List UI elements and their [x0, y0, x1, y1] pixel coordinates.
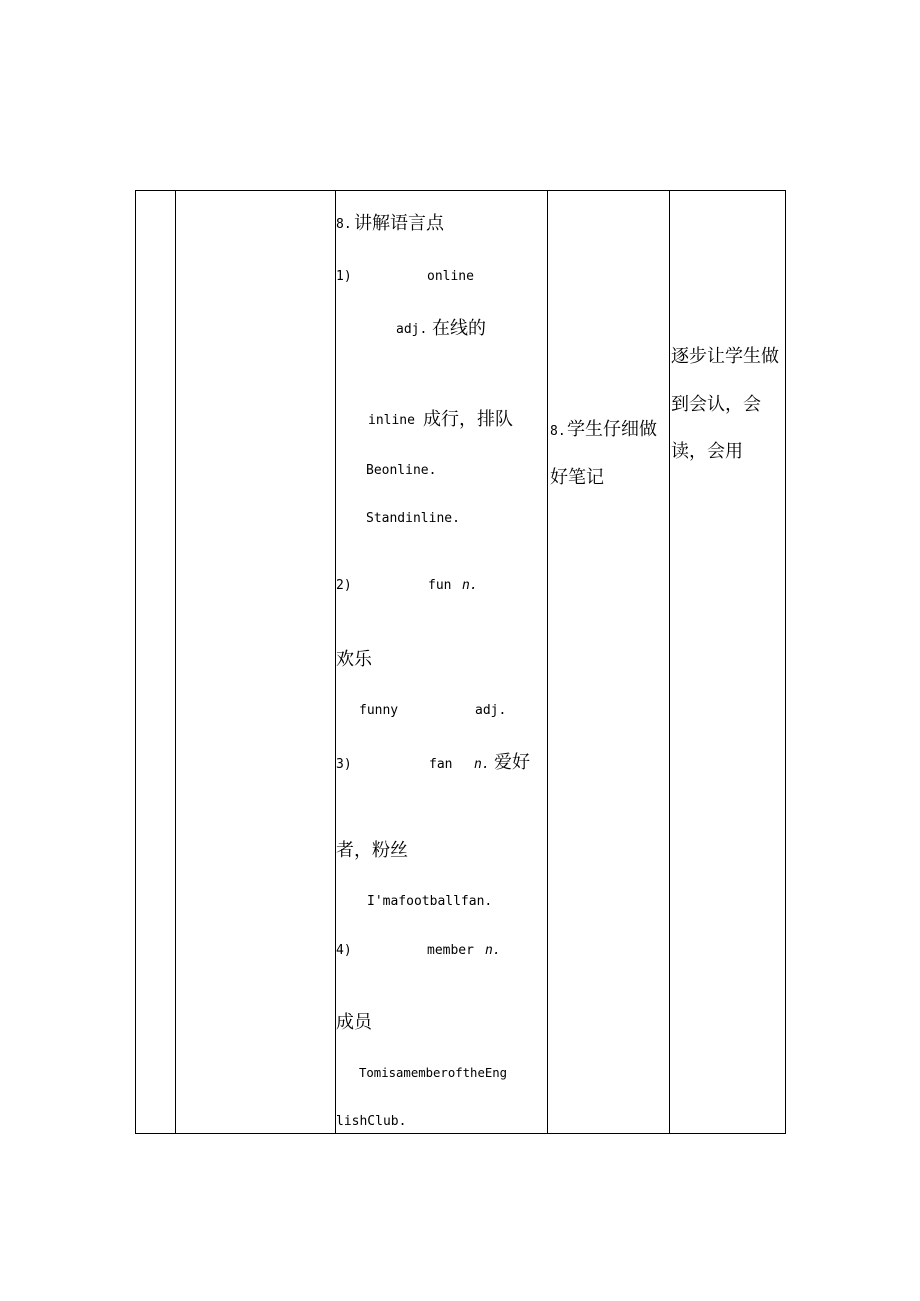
- point-3-number: 3): [336, 757, 352, 772]
- student-activity-number: 8.: [550, 424, 566, 439]
- point-3-example: I'mafootballfan.: [367, 894, 493, 909]
- design-intent-line-1: 逐步让学生做: [671, 346, 779, 367]
- point-4-meaning: 成员: [336, 1012, 372, 1033]
- heading-text: 讲解语言点: [354, 213, 444, 234]
- column-divider: [669, 191, 670, 1133]
- point-2-number: 2): [336, 578, 352, 593]
- point-1-inline-word: inline: [368, 413, 415, 428]
- design-intent-line-2: 到会认，会: [671, 394, 761, 415]
- design-intent-line-3: 读，会用: [671, 441, 743, 462]
- point-1-inline-meaning: 成行，排队: [423, 409, 513, 430]
- point-1-pos: adj.: [396, 322, 428, 337]
- point-4-example-line-1: TomisamemberoftheEng: [359, 1066, 508, 1080]
- student-activity-line-2: 好笔记: [550, 467, 604, 488]
- point-1-word: online: [427, 269, 474, 284]
- point-1-meaning: 在线的: [432, 318, 486, 339]
- column-divider: [547, 191, 548, 1133]
- student-activity-line-1: 学生仔细做: [567, 419, 657, 440]
- heading-number: 8.: [336, 217, 352, 232]
- point-4-example-line-2: lishClub.: [336, 1114, 407, 1129]
- point-2-pos: n.: [462, 578, 478, 593]
- point-4-word: member: [427, 943, 474, 958]
- point-3-word: fan: [429, 757, 453, 772]
- point-2-word: fun: [428, 578, 452, 593]
- point-4-number: 4): [336, 943, 352, 958]
- point-2-meaning: 欢乐: [336, 649, 372, 670]
- point-1-example-1: Beonline.: [366, 463, 437, 478]
- point-3-pos: n.: [474, 757, 490, 772]
- point-4-pos: n.: [485, 943, 501, 958]
- column-divider: [175, 191, 176, 1133]
- point-3-meaning-a: 爱好: [494, 752, 530, 773]
- point-3-meaning-b: 者，粉丝: [336, 840, 408, 861]
- point-1-example-2: Standinline.: [366, 511, 460, 526]
- point-1-number: 1): [336, 269, 352, 284]
- point-2-related-word: funny: [359, 703, 399, 718]
- point-2-related-pos: adj.: [475, 703, 507, 718]
